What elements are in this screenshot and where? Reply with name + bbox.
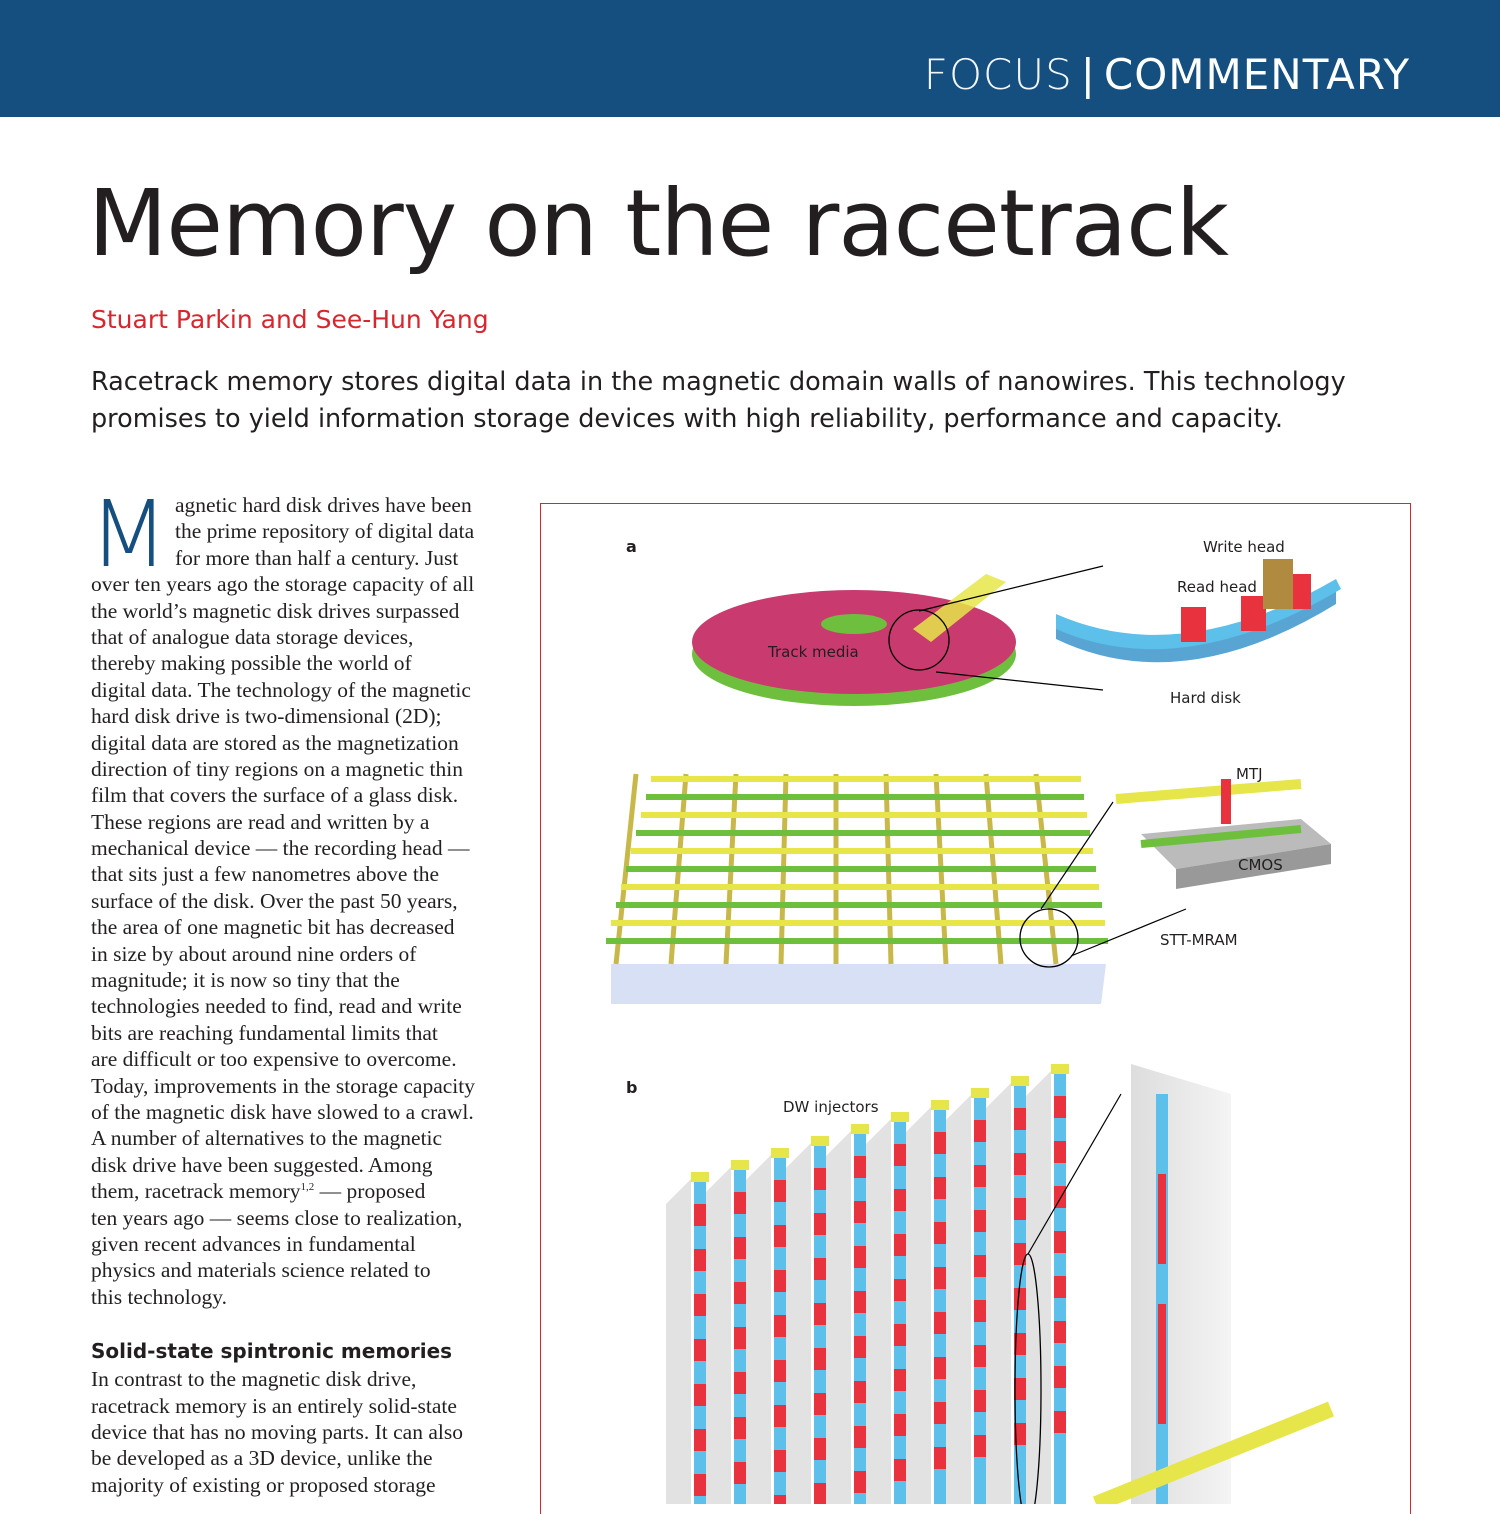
racetrack-wall (746, 1155, 771, 1504)
body-line: agnetic hard disk drives have been (175, 493, 472, 517)
domain (734, 1192, 746, 1214)
domain (854, 1291, 866, 1313)
dw-injector (971, 1088, 989, 1098)
domain (1054, 1096, 1066, 1118)
dw-injector (811, 1136, 829, 1146)
body-line: thereby making possible the world of (91, 651, 412, 676)
body-line: A number of alternatives to the magnetic (91, 1126, 443, 1151)
body-line: digital data are stored as the magnetization (91, 730, 459, 755)
domain (934, 1267, 946, 1289)
dw-injector (851, 1124, 869, 1134)
label-hard-disk: Hard disk (1170, 689, 1241, 707)
body-line: physics and materials science related to (91, 1258, 431, 1283)
body-line: direction of tiny regions on a magnetic thin (91, 756, 463, 781)
section-label (924, 50, 1410, 99)
domain (1054, 1411, 1066, 1433)
label-track-media: Track media (768, 643, 859, 661)
domain (1014, 1288, 1026, 1310)
domain (734, 1327, 746, 1349)
domain (774, 1270, 786, 1292)
body-line (91, 1178, 511, 1204)
domain (934, 1177, 946, 1199)
paragraph-1 (89, 481, 511, 1178)
domain (854, 1381, 866, 1403)
panel-label-a: a (626, 537, 637, 556)
domain (894, 1369, 906, 1391)
racetrack-wall (1026, 1071, 1051, 1504)
section-commentary: COMMENTARY (1103, 50, 1410, 99)
domain (1054, 1366, 1066, 1388)
body-line: magnitude; it is now so tiny that the (91, 968, 400, 993)
domain (1054, 1186, 1066, 1208)
racetrack-wall (666, 1179, 691, 1504)
body-line: hard disk drive is two-dimensional (2D); (91, 704, 442, 729)
racetrack-wall (946, 1095, 971, 1504)
domain (694, 1204, 706, 1226)
domain (734, 1417, 746, 1439)
racetrack-wall (866, 1119, 891, 1504)
reference-link[interactable]: 1,2 (300, 1181, 315, 1193)
domain (1054, 1231, 1066, 1253)
domain (934, 1132, 946, 1154)
body-line: of the magnetic disk have slowed to a crawl. (91, 1099, 474, 1124)
racetrack-wall (706, 1167, 731, 1504)
paragraph-2 (91, 1366, 511, 1498)
domain (734, 1372, 746, 1394)
domain (694, 1429, 706, 1451)
racetrack-wall (786, 1143, 811, 1504)
figure (540, 503, 1411, 1514)
body-line: mechanical device — the recording head — (91, 836, 470, 861)
domain (894, 1279, 906, 1301)
dw-injector (1051, 1064, 1069, 1074)
label-dw-injectors: DW injectors (783, 1098, 879, 1116)
text: them, racetrack memory (91, 1179, 301, 1204)
body-line: ten years ago — seems close to realization, (91, 1205, 463, 1230)
domain (774, 1450, 786, 1472)
body-line: technologies needed to find, read and write (91, 994, 462, 1019)
body-line: These regions are read and written by a (91, 809, 430, 834)
domain (694, 1249, 706, 1271)
domain (734, 1282, 746, 1304)
domain (854, 1156, 866, 1178)
body-line: given recent advances in fundamental (91, 1231, 416, 1256)
domain (734, 1237, 746, 1259)
racetrack-wall (826, 1131, 851, 1504)
label-mtj: MTJ (1236, 765, 1263, 783)
body-line: that sits just a few nanometres above the (91, 862, 440, 887)
domain (814, 1303, 826, 1325)
domain (1054, 1141, 1066, 1163)
section-heading: Solid-state spintronic memories (91, 1339, 453, 1364)
domain (974, 1345, 986, 1367)
figure-illustration (541, 504, 1410, 1504)
body-line: are difficult or too expensive to overcome. (91, 1047, 457, 1072)
domain (854, 1246, 866, 1268)
panel-label-b: b (626, 1078, 638, 1097)
domain (894, 1144, 906, 1166)
dw-injector (771, 1148, 789, 1158)
domain (934, 1357, 946, 1379)
domain (814, 1393, 826, 1415)
racetrack (854, 1131, 866, 1504)
dw-injector (691, 1172, 709, 1182)
dw-injector (931, 1100, 949, 1110)
domain (974, 1255, 986, 1277)
domain (774, 1360, 786, 1382)
domain (1014, 1108, 1026, 1130)
paragraph-1-end (91, 1205, 511, 1311)
body-line: Today, improvements in the storage capacity (91, 1073, 475, 1098)
racetrack (934, 1107, 946, 1504)
domain (934, 1312, 946, 1334)
domain (1014, 1153, 1026, 1175)
dw-injector (1011, 1076, 1029, 1086)
domain (974, 1300, 986, 1322)
body-line: disk drive have been suggested. Among (91, 1152, 433, 1177)
header-bar (0, 0, 1500, 117)
domain (854, 1426, 866, 1448)
domain (974, 1435, 986, 1457)
domain (814, 1438, 826, 1460)
body-line: surface of the disk. Over the past 50 years, (91, 888, 458, 913)
domain (814, 1258, 826, 1280)
dw-injector (731, 1160, 749, 1170)
domain (1054, 1276, 1066, 1298)
label-write-head: Write head (1203, 538, 1285, 556)
label-stt-mram: STT-MRAM (1160, 931, 1238, 949)
label-read-head: Read head (1177, 578, 1257, 596)
article-title: Memory on the racetrack (88, 170, 1228, 277)
body-line: racetrack memory is an entirely solid-state (91, 1393, 457, 1418)
body-line: over ten years ago the storage capacity of all (91, 572, 475, 597)
domain (934, 1222, 946, 1244)
authors: Stuart Parkin and See-Hun Yang (91, 305, 489, 334)
domain (854, 1471, 866, 1493)
racetrack-array-illustration (666, 1064, 1069, 1504)
separator: | (1080, 50, 1096, 99)
standfirst: Racetrack memory stores digital data in the magnetic domain walls of nanowires. This technology promises to yield information storage devices with high reliability, performance and capacity. (91, 367, 1346, 434)
body-line: the world’s magnetic disk drives surpassed (91, 598, 460, 623)
domain (814, 1168, 826, 1190)
body-line: this technology. (91, 1284, 227, 1309)
domain (774, 1180, 786, 1202)
domain (1014, 1198, 1026, 1220)
body-line: that of analogue data storage devices, (91, 624, 414, 649)
domain (894, 1189, 906, 1211)
domain (974, 1390, 986, 1412)
body-line: be developed as a 3D device, unlike the (91, 1446, 433, 1471)
domain (974, 1120, 986, 1142)
stt-mram-illustration (606, 774, 1331, 1004)
racetrack (894, 1119, 906, 1504)
domain (1014, 1378, 1026, 1400)
body-column (89, 481, 511, 1498)
domain (774, 1225, 786, 1247)
body-line: for more than half a century. Just (175, 545, 459, 570)
domain (854, 1201, 866, 1223)
domain (814, 1213, 826, 1235)
domain (934, 1447, 946, 1469)
domain (694, 1339, 706, 1361)
domain (694, 1474, 706, 1496)
domain (814, 1348, 826, 1370)
racetrack-wall (986, 1083, 1011, 1504)
domain (974, 1165, 986, 1187)
domain (894, 1234, 906, 1256)
drop-cap: M (89, 481, 169, 588)
body-line: in size by about around nine orders of (91, 941, 417, 966)
domain (1054, 1321, 1066, 1343)
body-line: In contrast to the magnetic disk drive, (91, 1367, 417, 1392)
domain (934, 1402, 946, 1424)
domain (1014, 1243, 1026, 1265)
domain (774, 1405, 786, 1427)
racetrack-wall (906, 1107, 931, 1504)
domain (774, 1315, 786, 1337)
domain (694, 1384, 706, 1406)
text: — proposed (314, 1179, 426, 1204)
domain (894, 1324, 906, 1346)
body-line: device that has no moving parts. It can also (91, 1419, 463, 1444)
body-line: bits are reaching fundamental limits that (91, 1020, 438, 1045)
domain (894, 1414, 906, 1436)
domain (694, 1294, 706, 1316)
section-focus: FOCUS (923, 50, 1073, 99)
body-line: digital data. The technology of the magnetic (91, 677, 471, 702)
body-line: film that covers the surface of a glass disk. (91, 783, 459, 808)
domain (814, 1483, 826, 1504)
body-line: the area of one magnetic bit has decreased (91, 915, 455, 940)
domain (894, 1459, 906, 1481)
domain (854, 1336, 866, 1358)
label-cmos: CMOS (1238, 856, 1283, 874)
domain (734, 1462, 746, 1484)
dw-injector (891, 1112, 909, 1122)
body-line: the prime repository of digital data (175, 519, 475, 544)
body-line: majority of existing or proposed storage (91, 1472, 436, 1497)
domain (974, 1210, 986, 1232)
